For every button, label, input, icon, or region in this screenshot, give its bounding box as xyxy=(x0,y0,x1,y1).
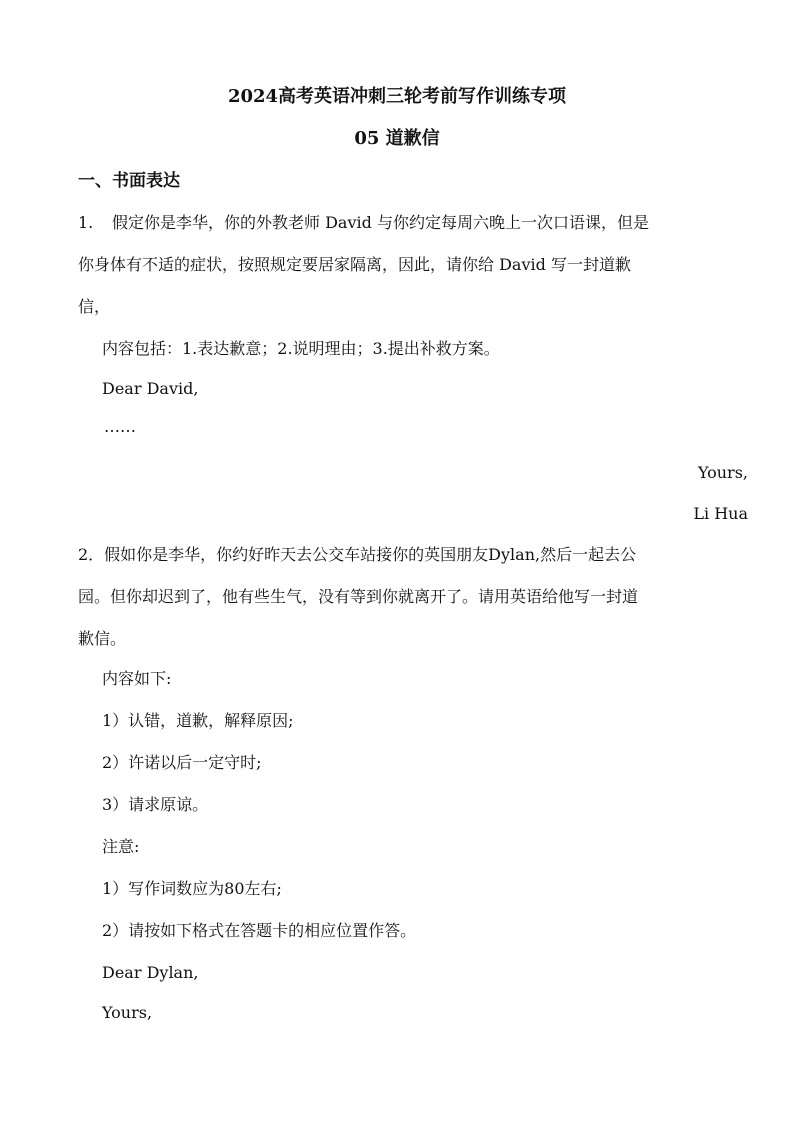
q2-text-line1: 2．假如你是李华，你约好昨天去公交车站接你的英国朋友Dylan,然后一起去公 xyxy=(78,545,637,564)
q1-letter-closing: Yours, xyxy=(697,463,748,482)
q1-content-requirements: 内容包括：1.表达歉意；2.说明理由；3.提出补救方案。 xyxy=(102,339,500,358)
q2-point-2: 2）许诺以后一定守时; xyxy=(102,753,262,772)
q1-letter-ellipsis: …… xyxy=(104,417,136,436)
q2-note-1: 1）写作词数应为80左右; xyxy=(102,879,282,898)
q2-text-line3: 歉信。 xyxy=(78,629,127,648)
q2-point-3: 3）请求原谅。 xyxy=(102,795,209,814)
q2-text-line2: 园。但你却迟到了，他有些生气，没有等到你就离开了。请用英语给他写一封道 xyxy=(78,587,639,606)
document-title: 2024高考英语冲刺三轮考前写作训练专项 xyxy=(227,86,567,107)
q1-text-line3: 信， xyxy=(78,297,111,316)
q1-letter-greeting: Dear David, xyxy=(102,379,199,398)
q1-number: 1. xyxy=(78,213,94,232)
q2-content-label: 内容如下: xyxy=(102,669,172,688)
section-heading: 一、书面表达 xyxy=(78,171,180,191)
q1-text-line1: 假定你是李华，你的外教老师 David 与你约定每周六晚上一次口语课，但是 xyxy=(112,213,649,232)
q2-notes-label: 注意: xyxy=(102,837,140,856)
q2-point-1: 1）认错，道歉，解释原因; xyxy=(102,711,294,730)
q2-note-2: 2）请按如下格式在答题卡的相应位置作答。 xyxy=(102,921,417,940)
q1-text-line2: 你身体有不适的症状，按照规定要居家隔离，因此，请你给 David 写一封道歉 xyxy=(78,255,631,274)
document-subtitle: 05 道歉信 xyxy=(354,128,440,149)
q1-letter-signature: Li Hua xyxy=(693,504,748,523)
q2-letter-closing: Yours, xyxy=(102,1003,153,1022)
q2-letter-greeting: Dear Dylan, xyxy=(102,963,199,982)
